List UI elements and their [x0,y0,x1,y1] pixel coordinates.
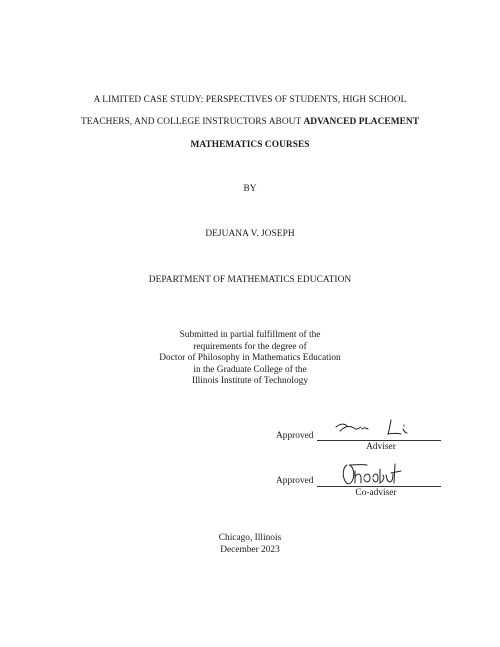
submission-line: in the Graduate College of the [193,364,307,375]
location: Chicago, Illinois [218,533,282,543]
date: December 2023 [220,544,280,555]
by-label: BY [243,184,257,194]
place-and-date [0,533,500,556]
submission-line: Doctor of Philosophy in Mathematics Education [159,353,341,364]
title-line-3: MATHEMATICS COURSES [190,140,310,150]
adviser-signature-line [317,440,441,441]
approved-label-coadviser: Approved [276,476,314,486]
adviser-signature [330,416,420,440]
submission-line: Submitted in partial fulfillment of the [179,330,321,340]
submission-line: Illinois Institute of Technology [191,376,309,387]
title-line-2 [0,117,500,127]
coadviser-signature-line [317,486,441,487]
title-line-2-bold: ADVANCED PLACEMENT [303,117,420,127]
title-line-1: A LIMITED CASE STUDY: PERSPECTIVES OF STUDENTS, HIGH SCHOOL [93,95,407,105]
submission-line: requirements for the degree of [193,341,307,352]
title-line-2-plain: TEACHERS, AND COLLEGE INSTRUCTORS ABOUT [80,117,304,127]
adviser-role-label: Adviser [366,442,396,452]
author-name: DEJUANA V. JOSEPH [205,229,295,239]
coadviser-role-label: Co-adviser [355,488,397,498]
department-name: DEPARTMENT OF MATHEMATICS EDUCATION [148,275,352,285]
approved-label-adviser: Approved [276,431,314,441]
coadviser-signature [335,461,415,489]
submission-statement [0,330,500,388]
